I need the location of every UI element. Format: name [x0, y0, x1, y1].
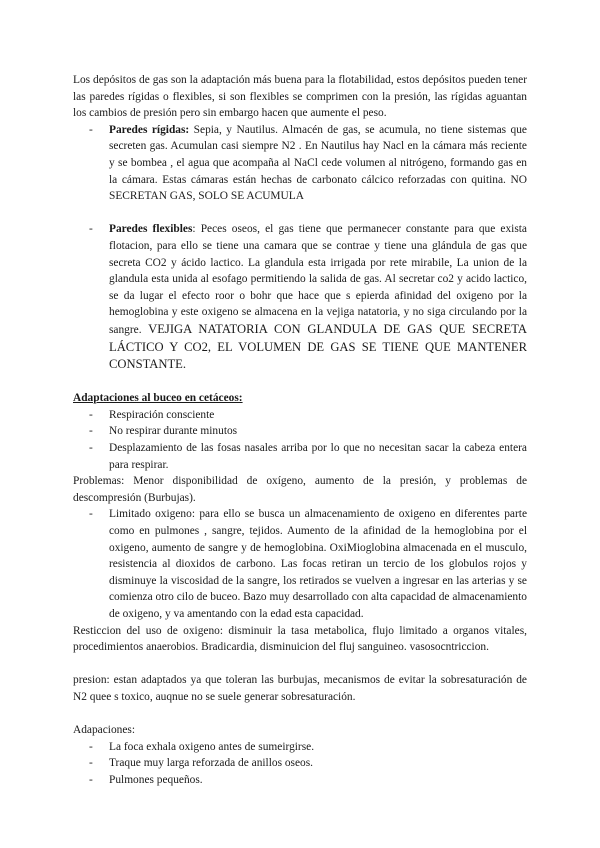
list-item-flexible-walls: [73, 221, 527, 373]
intro-paragraph: Los depósitos de gas son la adaptación más buena para la flotabilidad, estos depósitos pueden tener las paredes rígidas o flexibles, si son flexibles se comprimen con la presión, las rígidas aguantan los cambios de presión pero sin embargo hacen que aumente el peso.: [73, 74, 527, 120]
spacer: [73, 374, 527, 391]
problems-paragraph: Problemas: Menor disponibilidad de oxígeno, aumento de la presión, y problemas de descompresión (Burbujas).: [73, 475, 527, 504]
rigid-walls-emphasis: NO SECRETAN GAS, SOLO SE ACUMULA: [109, 173, 527, 203]
wall-types-list: [73, 122, 527, 205]
wall-types-list-2: [73, 221, 527, 373]
rigid-walls-label: Paredes rígidas:: [109, 123, 190, 136]
flexible-walls-label: Paredes flexibles: [109, 223, 193, 236]
cetaceans-heading: Adaptaciones al buceo en cetáceos:: [73, 392, 243, 405]
list-item: - Traque muy larga reforzada de anillos oseos.: [73, 755, 527, 772]
spacer: [73, 205, 527, 222]
restriction-paragraph: Resticcion del uso de oxigeno: disminuir la tasa metabolica, flujo limitado a organos vitales, procedimientos anaerobios. Bradicardia, disminuicion del fluj sanguineo. vasosocntriccion.: [73, 624, 527, 654]
flexible-walls-emphasis: VEJIGA NATATORIA CON GLANDULA DE GAS QUE SECRETA LÁCTICO Y CO2, EL VOLUMEN DE GAS SE TIENE QUE MANTENER CONSTANTE.: [109, 321, 527, 372]
adaptations-list: [73, 739, 527, 789]
rigid-walls-text: Sepia, y Nautilus. Almacén de gas, se acumula, no tiene sistemas que secreten gas. Acumulan casi siempre N2 . En Nautilus hay Nacl en la cámara más reciente y se bombea , el agua que acompaña al NaCl cede volumen al nitrógeno, formando gas en la cámara. Estas cámaras están hechas de carbonato cálcico reforzadas con quitina.: [109, 123, 527, 186]
list-item: - Respiración consciente: [73, 407, 527, 424]
list-item-rigid-walls: [73, 122, 527, 205]
adaptations-heading: Adapaciones:: [73, 724, 135, 737]
spacer: [73, 656, 527, 673]
list-item-limited-oxygen: - Limitado oxigeno: para ello se busca un almacenamiento de oxigeno en diferentes parte como en pulmones , sangre, tejidos. Aumento de la afinidad de la hemoglobina por el oxigeno, aumento de sangre y de hemoglobina. OxiMioglobina almacenada en el musculo, resistencia al dioxidos de carbono. Las focas retiran un tercio de los globulos rojos y disminuye la viscosidad de la sangre, los retirados se vuelven a ingresar en las arterias y se comienza otro cilo de buceo. Bazo muy desarrollado con alta capacidad de almacenamiento de oxigeno, y va amentando con la edad esta capacidad.: [73, 506, 527, 622]
pressure-paragraph: presion: estan adaptados ya que toleran las burbujas, mecanismos de evitar la sobresaturación de N2 quee s toxico, auqnue no se suele generar sobresaturación.: [73, 674, 527, 703]
spacer: [73, 706, 527, 723]
cetaceans-list: [73, 407, 527, 473]
list-item: - Pulmones pequeños.: [73, 772, 527, 789]
flexible-walls-text: : Peces oseos, el gas tiene que permanecer constante para que exista flotacion, para ello se tiene una camara que se contrae y tiene una glándula de gas que secreta CO2 y ácido lactico. La glandula esta irrigada por rete mirabile, La union de la glandula esta unida al esofago permitiendo la salida de gas. Al secretar co2 y acido lactico, se da lugar el efecto roor o bohr que hace que s epierda afinidad del oxigeno por la hemoglobina y este oxigeno se almacena en la vejiga natatoria, y no siga circulando por la sangre.: [109, 223, 527, 336]
list-item: - La foca exhala oxigeno antes de sumeirgirse.: [73, 739, 527, 756]
problems-list: [73, 506, 527, 622]
list-item: - No respirar durante minutos: [73, 423, 527, 440]
list-item: - Desplazamiento de las fosas nasales arriba por lo que no necesitan sacar la cabeza entera para respirar.: [73, 440, 527, 473]
